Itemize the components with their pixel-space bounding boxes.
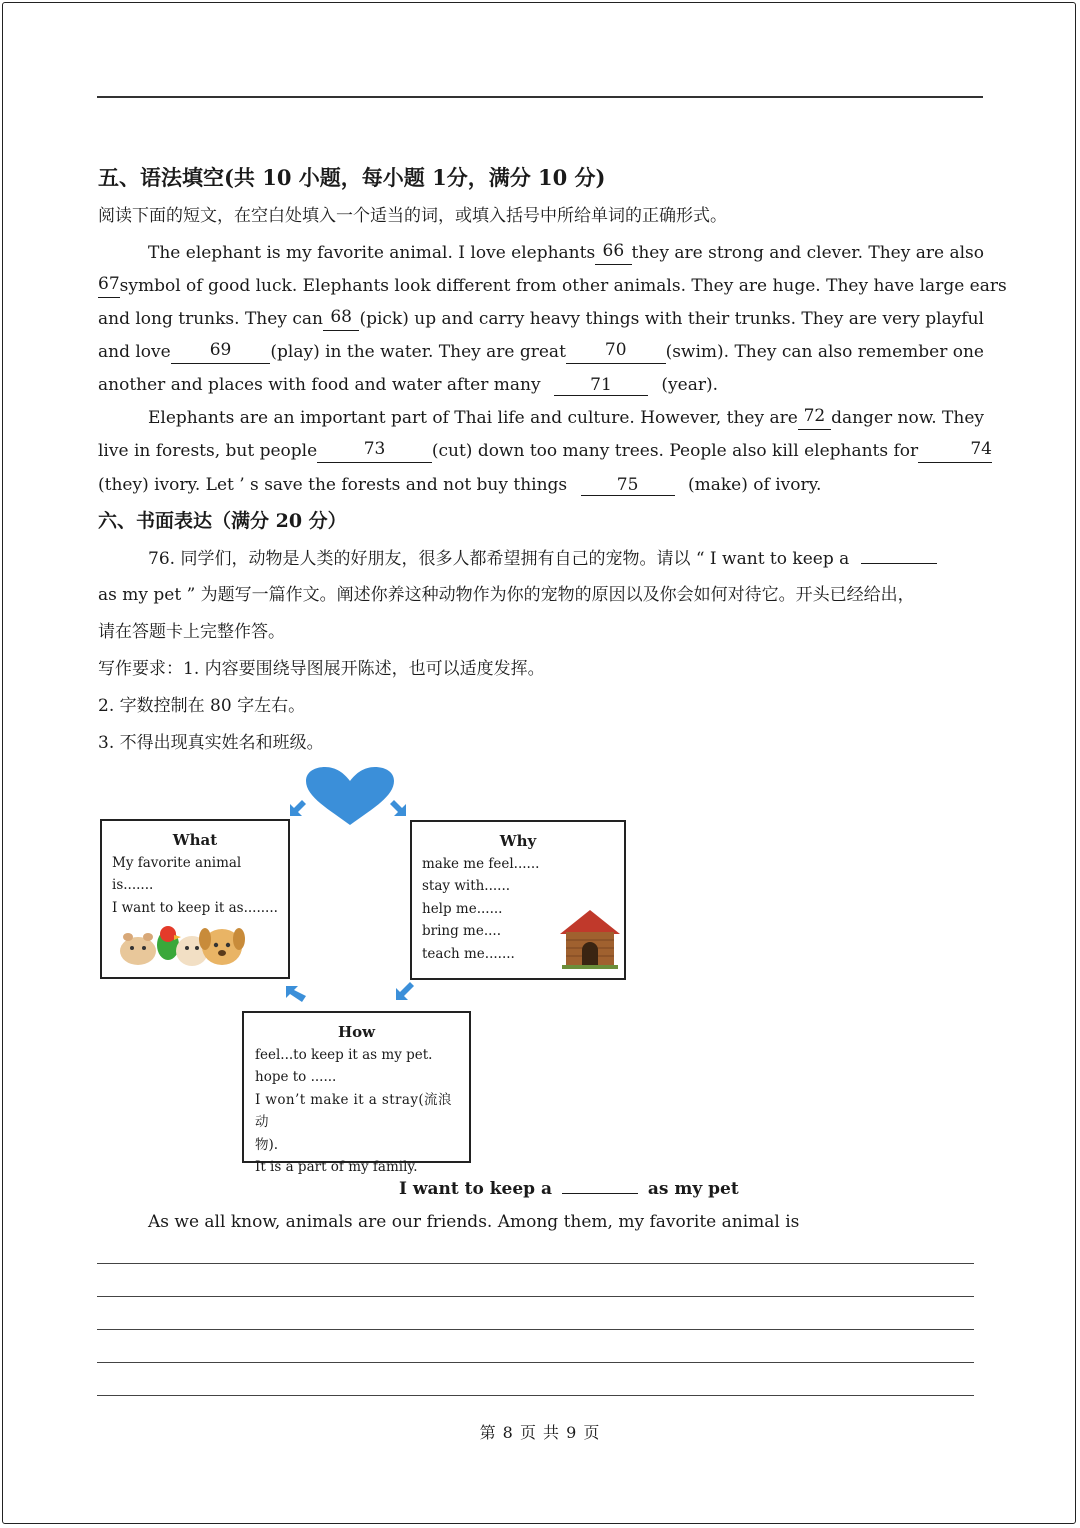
requirement-1: 写作要求：1. 内容要围绕导图展开陈述，也可以适度发挥。 [98, 659, 545, 679]
how-heading: How [337, 1023, 376, 1041]
why-line: teach me....... [422, 945, 515, 962]
passage-line-2: 67 symbol of good luck. Elephants look different from other animals. They are huge. They have large ears [98, 274, 1007, 296]
title-blank[interactable] [861, 563, 937, 564]
how-line: It is a part of my family. [255, 1159, 418, 1175]
question-76-line-3: 请在答题卡上完整作答。 [98, 622, 285, 642]
blank-73[interactable]: 73 [317, 439, 432, 463]
blank-71[interactable]: 71 [554, 375, 648, 396]
requirement-3: 3. 不得出现真实姓名和班级。 [98, 733, 324, 753]
arrow-down-right-icon [282, 982, 308, 1004]
why-heading: Why [499, 832, 537, 850]
blank-72[interactable]: 72 [798, 406, 831, 430]
question-76-line-2: as my pet ” 为题写一篇作文。阐述你养这种动物作为你的宠物的原因以及你会如何对待它。开头已经给出， [98, 585, 915, 605]
question-76-line-1: 76. 同学们，动物是人类的好朋友，很多人都希望拥有自己的宠物。请以 “ I want to keep a [148, 547, 937, 571]
essay-title-blank[interactable] [562, 1193, 638, 1194]
writing-line[interactable] [97, 1395, 974, 1396]
pets-illustration-icon [116, 917, 248, 969]
writing-line[interactable] [97, 1296, 974, 1297]
arrow-down-right-icon [388, 798, 410, 820]
writing-line[interactable] [97, 1362, 974, 1363]
doghouse-icon [558, 908, 622, 970]
essay-title: I want to keep a as my pet [399, 1179, 739, 1199]
mindmap-why-box [410, 820, 626, 980]
passage-line-6: Elephants are an important part of Thai life and culture. However, they are 72 danger now. They [148, 406, 984, 428]
why-line: stay with...... [422, 878, 511, 894]
page-number: 第 8 页 共 9 页 [479, 1423, 601, 1442]
how-line: 物). [255, 1136, 279, 1153]
passage-line-7: live in forests, but people 73 (cut) down too many trees. People also kill elephants for 74 [98, 439, 992, 461]
why-line: help me...... [422, 900, 503, 917]
how-line: hope to ...... [255, 1069, 337, 1085]
header-rule [97, 96, 983, 98]
blank-75[interactable]: 75 [581, 475, 675, 496]
arrow-down-left-icon [286, 798, 308, 820]
why-line: make me feel...... [422, 855, 540, 872]
what-line: I want to keep it as........ [112, 899, 278, 916]
section5-instruction: 阅读下面的短文，在空白处填入一个适当的词，或填入括号中所给单词的正确形式。 [98, 206, 727, 226]
blank-67[interactable]: 67 [98, 274, 120, 298]
arrow-down-left-icon [392, 980, 416, 1004]
why-line: bring me.... [422, 923, 501, 939]
blank-68[interactable]: 68 [323, 307, 360, 331]
passage-line-4: and love 69 (play) in the water. They are great 70 (swim). They can also remember one [98, 340, 984, 362]
passage-line-5: another and places with food and water after many 71 (year). [98, 375, 719, 395]
section6-title: 六、书面表达（满分 20 分） [98, 510, 347, 532]
blank-74[interactable]: 74 [918, 439, 992, 463]
writing-line[interactable] [97, 1263, 974, 1264]
essay-opening: As we all know, animals are our friends. Among them, my favorite animal is [148, 1212, 800, 1232]
how-line: feel...to keep it as my pet. [255, 1046, 433, 1063]
what-heading: What [172, 831, 218, 849]
blank-66[interactable]: 66 [595, 241, 631, 265]
blank-70[interactable]: 70 [566, 340, 666, 364]
blank-69[interactable]: 69 [171, 340, 271, 364]
requirement-2: 2. 字数控制在 80 字左右。 [98, 696, 306, 716]
section5-title: 五、语法填空(共 10 小题，每小题 1分，满分 10 分) [98, 165, 606, 190]
how-line: I won’t make it a stray(流浪动 [255, 1091, 452, 1130]
passage-line-1: The elephant is my favorite animal. I love elephants 66 they are strong and clever. They are also [148, 241, 984, 263]
writing-line[interactable] [97, 1329, 974, 1330]
what-line: My favorite animal is....... [112, 854, 242, 893]
mindmap-how-box [242, 1011, 471, 1175]
passage-line-3: and long trunks. They can 68 (pick) up and carry heavy things with their trunks. They are very playful [98, 307, 984, 329]
mindmap-what-box [100, 819, 290, 979]
heart-icon [300, 765, 400, 827]
passage-line-8: (they) ivory. Let ’ s save the forests and not buy things 75 (make) of ivory. [98, 475, 822, 495]
